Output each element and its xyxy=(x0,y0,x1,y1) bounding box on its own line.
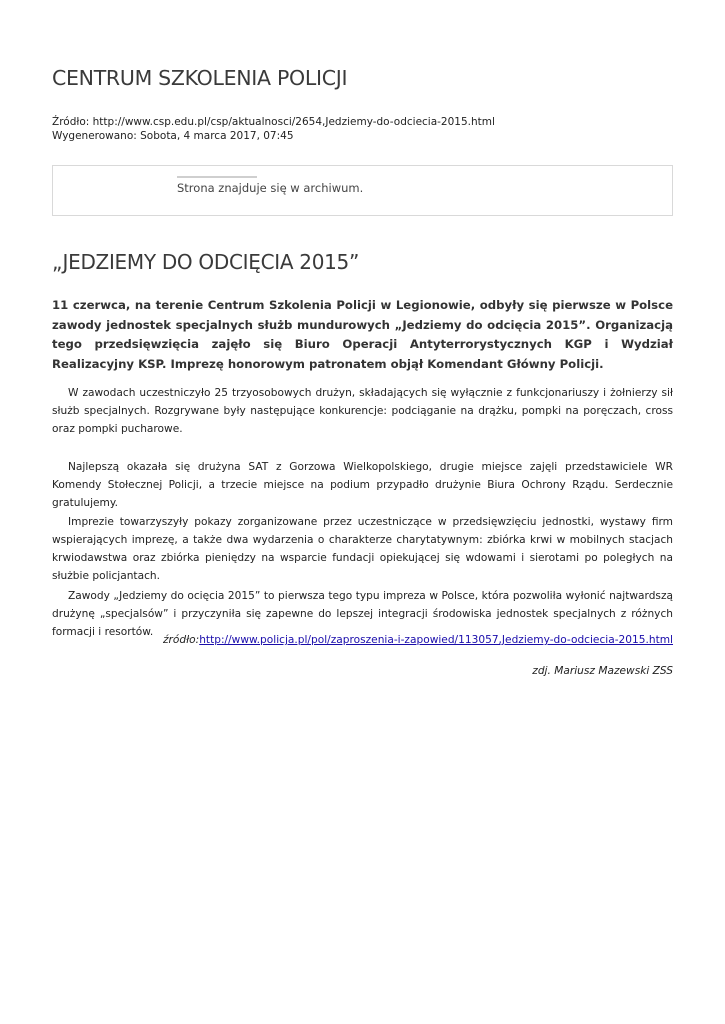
article-title: „JEDZIEMY DO ODCIĘCIA 2015” xyxy=(52,250,360,274)
archive-notice-text: Strona znajduje się w archiwum. xyxy=(177,181,364,195)
source-url-line: Źródło: http://www.csp.edu.pl/csp/aktualnosci/2654,Jedziemy-do-odciecia-2015.html xyxy=(52,116,495,128)
article-paragraph: Najlepszą okazała się drużyna SAT z Gorzowa Wielkopolskiego, drugie miejsce zajęli przedstawiciele WR Komendy Stołecznej Policji, a trzecie miejsce na podium przypadło drużynie Biura Ochrony Rządu. Serdecznie gratulujemy. xyxy=(52,461,673,509)
article-source xyxy=(163,634,673,646)
source-label: źródło: xyxy=(162,634,200,646)
article-paragraph: Zawody „Jedziemy do ocięcia 2015” to pierwsza tego typu impreza w Polsce, która pozwoliła wyłonić najtwardszą drużynę „specjalsów” i przyczyniła się zapewne do lepszej integracji środowiska jednostek specjalnych z różnych formacji i resortów. xyxy=(52,590,673,638)
archive-notice-divider xyxy=(177,176,257,178)
article-paragraph: W zawodach uczestniczyło 25 trzyosobowych drużyn, składających się wyłącznie z funkcjonariuszy i żołnierzy sił służb specjalnych. Rozgrywane były następujące konkurencje: podciąganie na drążku, pompki na poręczach, cross oraz pompki pucharowe. xyxy=(52,387,673,435)
archive-notice-box xyxy=(52,165,673,216)
document-meta xyxy=(52,115,495,143)
source-link[interactable]: http://www.policja.pl/pol/zaproszenia-i-zapowied/113057,Jedziemy-do-odciecia-2015.html xyxy=(199,634,673,646)
article-lead: 11 czerwca, na terenie Centrum Szkolenia Policji w Legionowie, odbyły się pierwsze w Polsce zawody jednostek specjalnych służb mundurowych „Jedziemy do odcięcia 2015”. Organizacją tego przedsięwzięcia zajęło się Biuro Operacji Antyterrorystycznych KGP i Wydział Realizacyjny KSP. Imprezę honorowym patronatem objął Komendant Główny Policji. xyxy=(52,298,673,371)
photo-credit: zdj. Mariusz Mazewski ZSS xyxy=(532,665,673,677)
generated-date-line: Wygenerowano: Sobota, 4 marca 2017, 07:45 xyxy=(52,130,294,142)
article-paragraph: Imprezie towarzyszyły pokazy zorganizowane przez uczestniczące w przedsięwzięciu jednostki, wystawy firm wspierających imprezę, a także dwa wydarzenia o charakterze charytatywnym: zbiórka krwi w mobilnych stacjach krwiodawstwa oraz zbiórka pieniędzy na wsparcie fundacji opiekującej się wdowami i sierotami po poległych na służbie policjantach. xyxy=(52,516,673,582)
site-title: CENTRUM SZKOLENIA POLICJI xyxy=(52,66,348,90)
